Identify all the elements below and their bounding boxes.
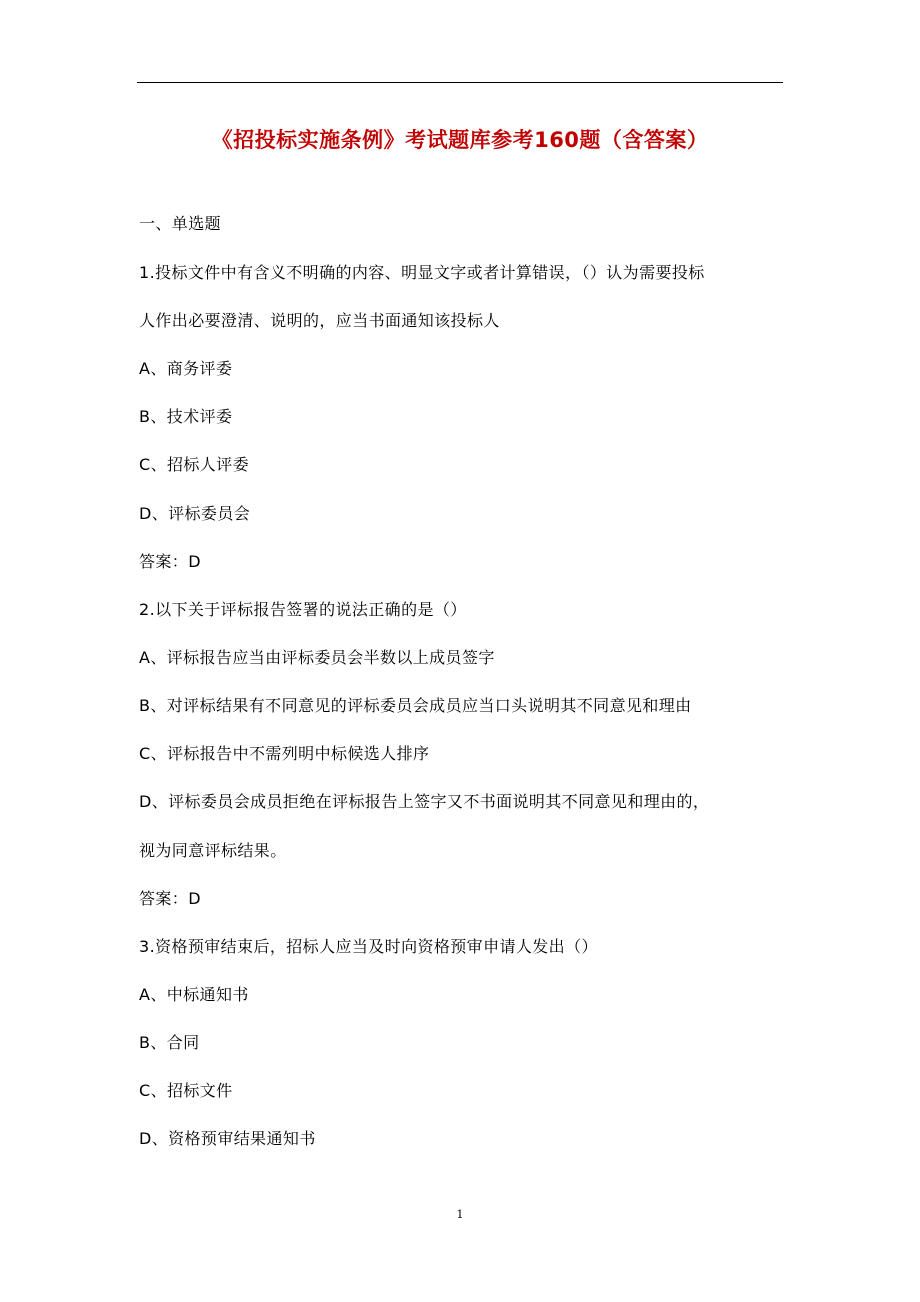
question-2-option-c: C、评标报告中不需列明中标候选人排序 — [139, 744, 430, 763]
question-2-answer: 答案：D — [139, 889, 201, 908]
question-1-option-c: C、招标人评委 — [139, 455, 249, 474]
question-1-answer: 答案：D — [139, 552, 201, 571]
question-2-stem-line-1: 2.以下关于评标报告签署的说法正确的是（） — [139, 600, 467, 619]
header-rule — [137, 82, 783, 83]
question-3-stem-line-1: 3.资格预审结束后，招标人应当及时向资格预审申请人发出（） — [139, 937, 598, 956]
question-3-option-c: C、招标文件 — [139, 1081, 233, 1100]
page-number: 1 — [456, 1208, 464, 1221]
document-title: 《招投标实施条例》考试题库参考160题（含答案） — [211, 128, 709, 152]
question-1-option-b: B、技术评委 — [139, 407, 233, 426]
question-3-option-b: B、合同 — [139, 1033, 200, 1052]
question-1-stem-line-1: 1.投标文件中有含义不明确的内容、明显文字或者计算错误，（）认为需要投标 — [139, 263, 705, 282]
question-2-option-d-continuation: 视为同意评标结果。 — [139, 841, 287, 860]
question-2-option-b: B、对评标结果有不同意见的评标委员会成员应当口头说明其不同意见和理由 — [139, 696, 692, 715]
question-2-option-a: A、评标报告应当由评标委员会半数以上成员签字 — [139, 648, 495, 667]
section-heading: 一、单选题 — [139, 214, 222, 233]
question-1-stem-line-2: 人作出必要澄清、说明的，应当书面通知该投标人 — [139, 311, 500, 330]
question-3-option-a: A、中标通知书 — [139, 985, 249, 1004]
question-3-option-d: D、资格预审结果通知书 — [139, 1129, 316, 1148]
question-1-option-d: D、评标委员会 — [139, 504, 251, 523]
question-1-option-a: A、商务评委 — [139, 359, 233, 378]
question-2-option-d: D、评标委员会成员拒绝在评标报告上签字又不书面说明其不同意见和理由的， — [139, 792, 710, 811]
